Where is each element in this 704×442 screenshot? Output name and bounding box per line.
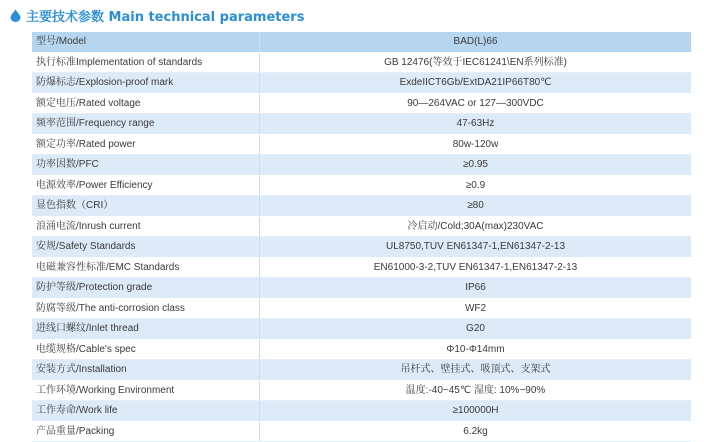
param-cell: 浪涌电流/Inrush current [32,216,260,237]
table-row [32,52,691,73]
table-row [32,421,691,442]
table-row [32,360,691,381]
table-row [32,298,691,319]
value-cell: GB 12476(等效于IEC61241\EN系列标准) [260,52,692,73]
param-cell: 电缆规格/Cable's spec [32,339,260,360]
table-row [32,114,691,135]
table-row [32,175,691,196]
table-row [32,32,691,52]
table-row [32,257,691,278]
value-cell: 冷启动/Cold;30A(max)230VAC [260,216,692,237]
value-cell: ExdeIICT6Gb/ExtDA21IP66T80℃ [260,73,692,94]
param-cell: 额定功率/Rated power [32,134,260,155]
value-cell: IP66 [260,278,692,299]
table-row [32,319,691,340]
value-cell: ≥0.9 [260,175,692,196]
table-row [32,196,691,217]
param-cell: 电磁兼容性标准/EMC Standards [32,257,260,278]
value-cell: WF2 [260,298,692,319]
value-cell: ≥80 [260,196,692,217]
value-cell: ≥100000H [260,401,692,422]
value-cell: 吊杆式、壁挂式、吸顶式、支架式 [260,360,692,381]
table-row [32,339,691,360]
param-cell: 电源效率/Power Efficiency [32,175,260,196]
value-cell: Φ10-Φ14mm [260,339,692,360]
param-cell: 工作环境/Working Environment [32,380,260,401]
param-cell: 执行标准Implementation of standards [32,52,260,73]
table-row [32,73,691,94]
value-cell: EN61000-3-2,TUV EN61347-1,EN61347-2-13 [260,257,692,278]
param-cell: 额定电压/Rated voltage [32,93,260,114]
param-cell: 安装方式/Installation [32,360,260,381]
section-header [9,5,304,25]
table-row [32,216,691,237]
value-cell: BAD(L)66 [260,32,692,52]
param-cell: 型号/Model [32,32,260,52]
value-cell: UL8750,TUV EN61347-1,EN61347-2-13 [260,237,692,258]
param-cell: 进线口螺纹/Inlet thread [32,319,260,340]
param-cell: 功率因数/PFC [32,155,260,176]
value-cell: 温度:-40~45℃ 湿度: 10%~90% [260,380,692,401]
section-title: 主要技术参数 Main technical parameters [26,9,305,25]
table-row [32,155,691,176]
drop-icon [9,9,22,22]
param-cell: 防护等级/Protection grade [32,278,260,299]
value-cell: 80w-120w [260,134,692,155]
spec-table [32,32,691,442]
value-cell: ≥0.95 [260,155,692,176]
value-cell: G20 [260,319,692,340]
param-cell: 安规/Safety Standards [32,237,260,258]
param-cell: 产品重量/Packing [32,421,260,442]
param-cell: 工作寿命/Work life [32,401,260,422]
table-row [32,380,691,401]
value-cell: 47-63Hz [260,114,692,135]
param-cell: 防爆标志/Explosion-proof mark [32,73,260,94]
param-cell: 显色指数（CRI） [32,196,260,217]
table-row [32,237,691,258]
value-cell: 90—264VAC or 127—300VDC [260,93,692,114]
table-row [32,134,691,155]
table-row [32,278,691,299]
table-row [32,401,691,422]
param-cell: 频率范围/Frequency range [32,114,260,135]
param-cell: 防腐等级/The anti-corrosion class [32,298,260,319]
value-cell: 6.2kg [260,421,692,442]
table-row [32,93,691,114]
